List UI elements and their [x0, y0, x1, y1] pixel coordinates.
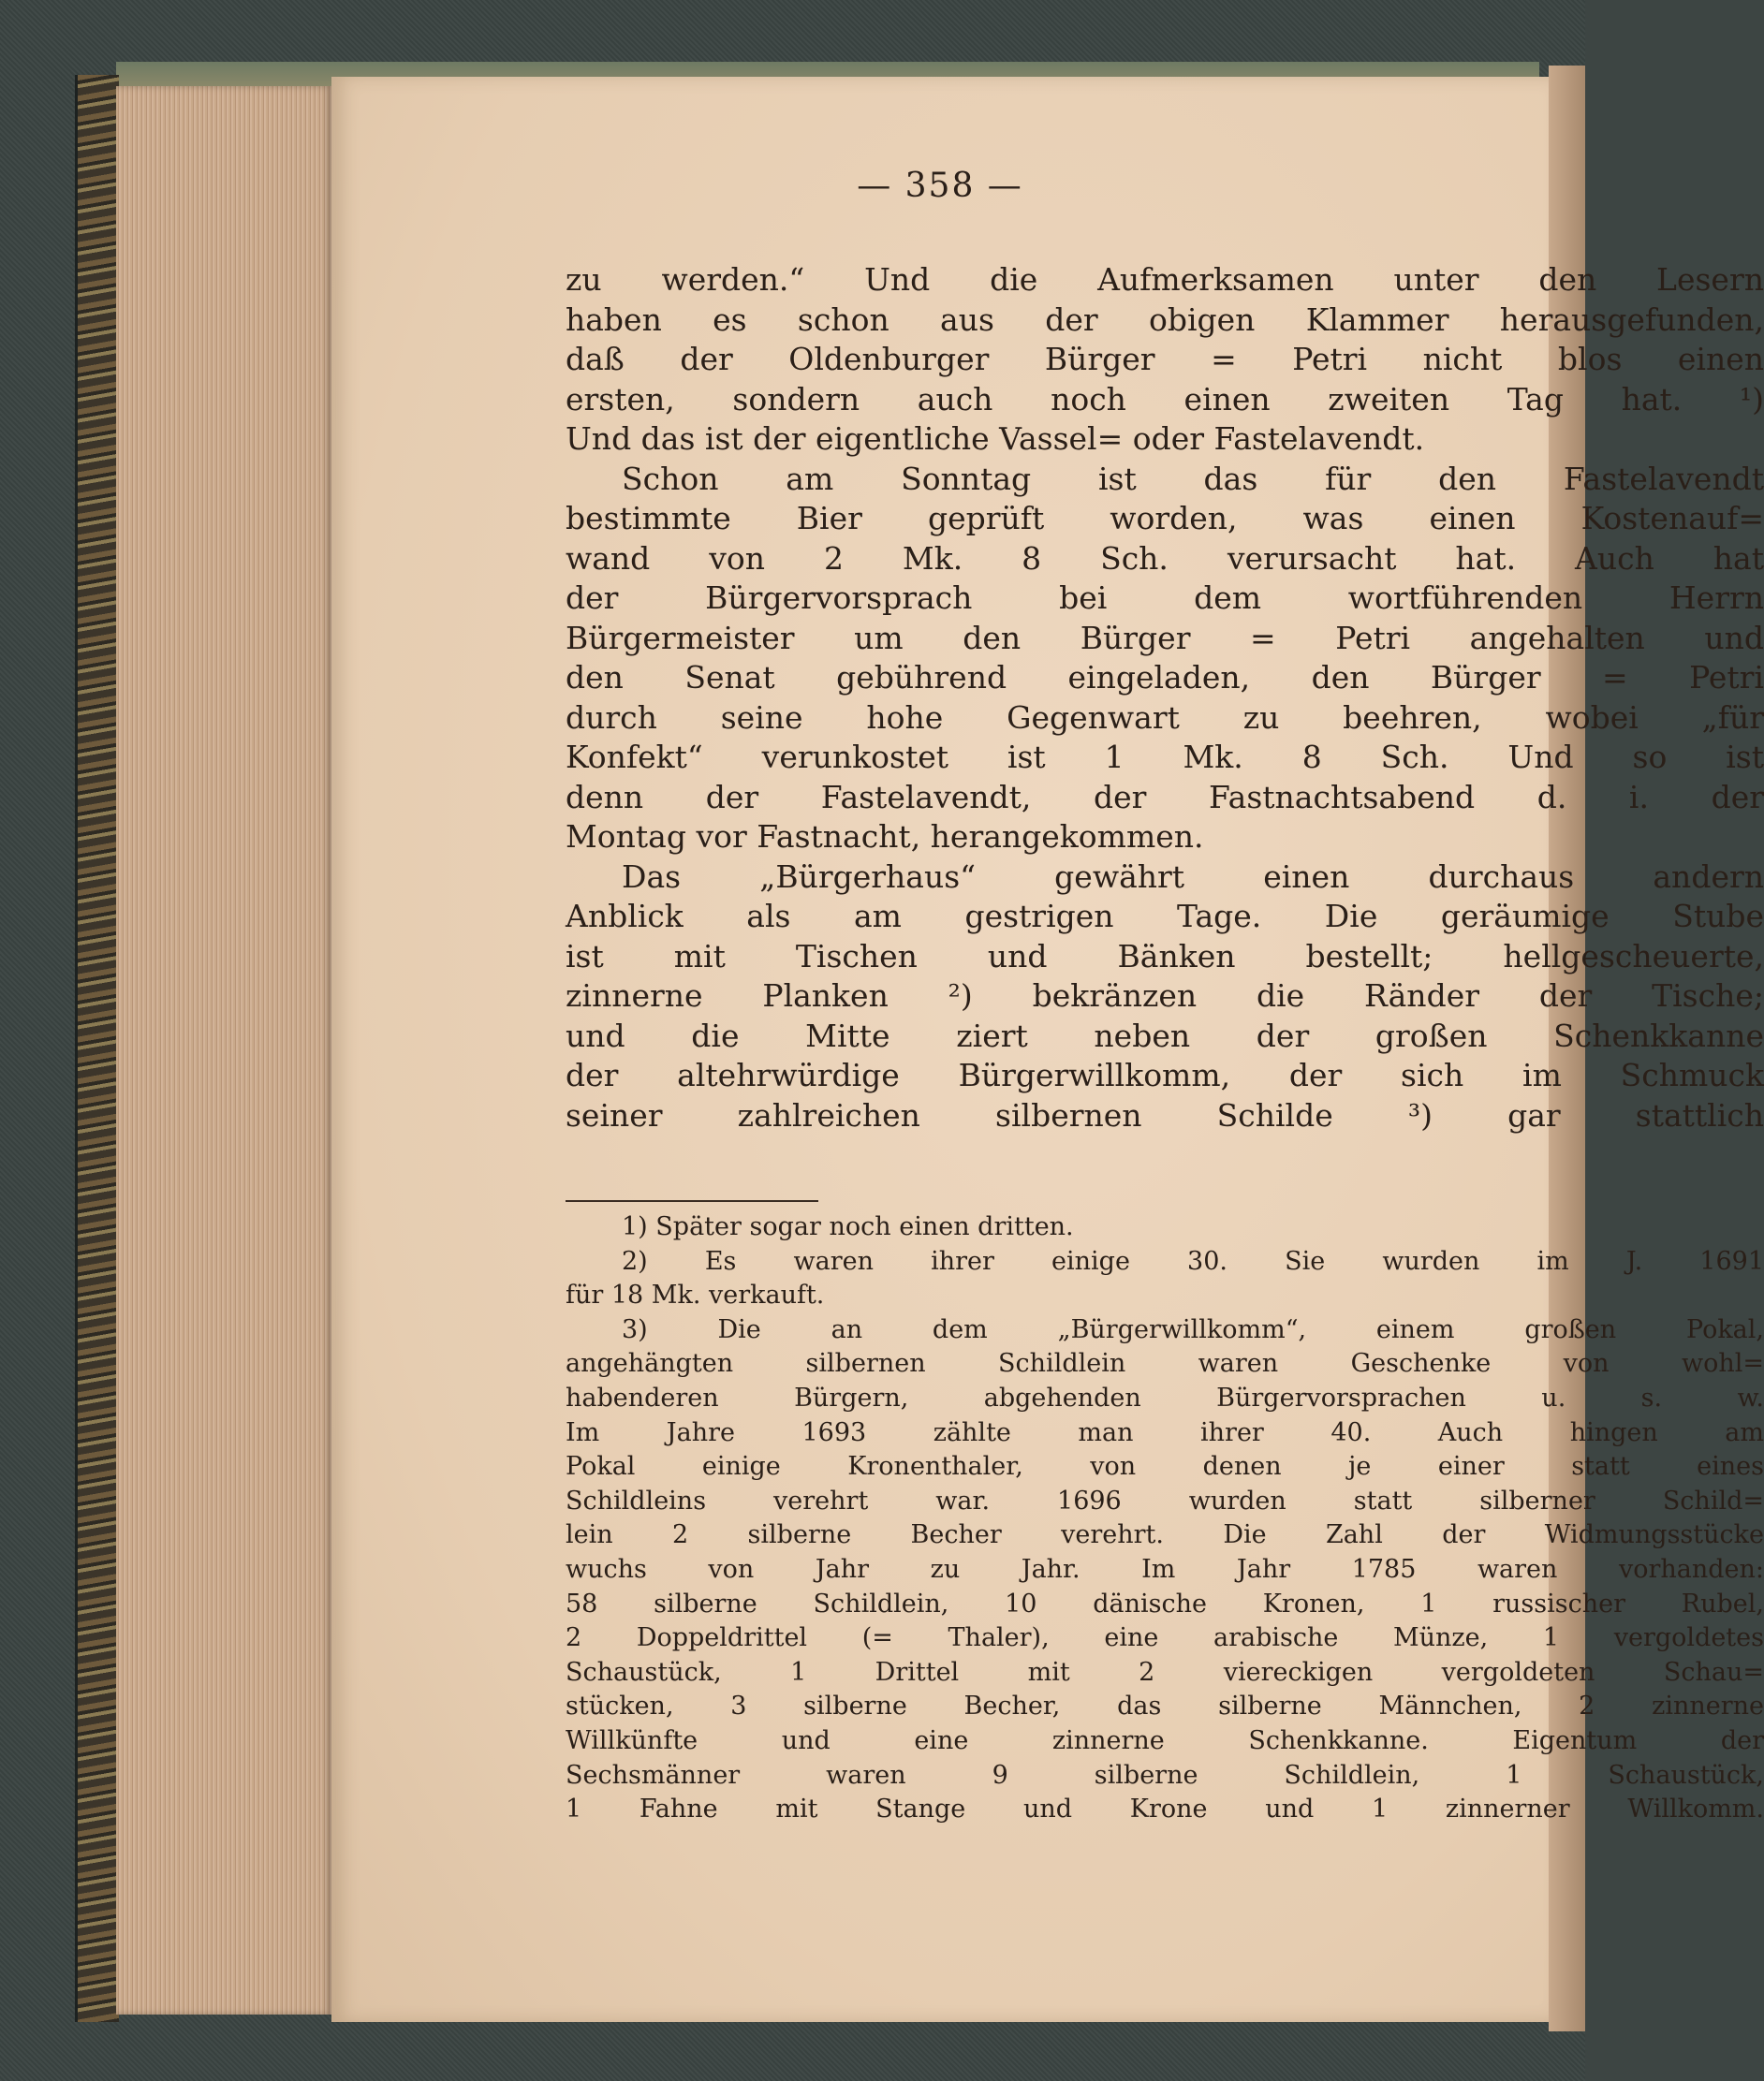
footnote-line: 1) Später sogar noch einen dritten. [622, 1212, 1074, 1241]
marbled-board-edge [75, 75, 119, 2022]
footnote-line: habenderen Bürgern, abgehenden Bürgervorsprachen u. s. w. [566, 1383, 1764, 1413]
footnote-line: wuchs von Jahr zu Jahr. Im Jahr 1785 waren vorhanden: [566, 1554, 1764, 1584]
body-line: den Senat gebührend eingeladen, den Bürger = Petri [566, 659, 1764, 696]
body-line: zinnerne Planken ²) bekränzen die Ränder der Tische; [566, 977, 1764, 1014]
body-line: der altehrwürdige Bürgerwillkomm, der sich im Schmuck [566, 1057, 1764, 1093]
body-line: Bürgermeister um den Bürger = Petri angehalten und [566, 619, 1764, 656]
body-line: bestimmte Bier geprüft worden, was einen Kostenauf= [566, 500, 1764, 536]
footnote-line: 58 silberne Schildlein, 10 dänische Kronen, 1 russischer Rubel, [566, 1589, 1764, 1619]
footnote-line: Schaustück, 1 Drittel mit 2 viereckigen vergoldeten Schau= [566, 1657, 1764, 1687]
body-line: wand von 2 Mk. 8 Sch. verursacht hat. Auch hat [566, 539, 1764, 577]
body-line: Anblick als am gestrigen Tage. Die geräumige Stube [566, 898, 1764, 934]
footnote-line: angehängten silbernen Schildlein waren Geschenke von wohl= [566, 1349, 1764, 1379]
body-line: Montag vor Fastnacht, herangekommen. [566, 818, 1204, 855]
body-line: ist mit Tischen und Bänken bestellt; hellgescheuerte, [566, 937, 1764, 975]
footnote-line: Im Jahre 1693 zählte man ihrer 40. Auch hingen am [566, 1417, 1764, 1447]
body-text [566, 260, 1764, 1136]
body-line: seiner zahlreichen silbernen Schilde ³) gar stattlich [566, 1096, 1764, 1134]
footnote-line: 1 Fahne mit Stange und Krone und 1 zinnerner Willkomm. [566, 1795, 1764, 1825]
body-line: denn der Fastelavendt, der Fastnachtsabend d. i. der [566, 778, 1764, 815]
body-line: Konfekt“ verunkostet ist 1 Mk. 8 Sch. Und so ist [566, 739, 1764, 775]
footnote-line: 3) Die an dem „Bürgerwillkomm“, einem großen Pokal, [622, 1314, 1764, 1344]
body-line: Schon am Sonntag ist das für den Fastelavendt [622, 460, 1764, 497]
body-line: der Bürgervorsprach bei dem wortführenden Herrn [566, 579, 1764, 616]
footnote-line: lein 2 silberne Becher verehrt. Die Zahl der Widmungsstücke [566, 1520, 1764, 1550]
book-page [331, 77, 1764, 2022]
footnote-line: für 18 Mk. verkauft. [566, 1281, 825, 1311]
footnote-line: Sechsmänner waren 9 silberne Schildlein, 1 Schaustück, [566, 1760, 1764, 1790]
body-line: haben es schon aus der obigen Klammer herausgefunden, [566, 300, 1764, 338]
body-line: Das „Bürgerhaus“ gewährt einen durchaus andern [622, 857, 1764, 895]
page-number: — 358 — [857, 167, 1023, 205]
footnote-divider [566, 1200, 818, 1202]
body-line: ersten, sondern auch noch einen zweiten Tag hat. ¹) [566, 380, 1764, 418]
page-stack-edge [116, 86, 331, 2015]
body-line: daß der Oldenburger Bürger = Petri nicht blos einen [566, 341, 1764, 377]
body-line: Und das ist der eigentliche Vassel= oder Fastelavendt. [566, 420, 1425, 457]
footnote-line: Schildleins verehrt war. 1696 wurden statt silberner Schild= [566, 1486, 1764, 1516]
footnote-line: stücken, 3 silberne Becher, das silberne Männchen, 2 zinnerne [566, 1692, 1764, 1722]
body-line: und die Mitte ziert neben der großen Schenkkanne [566, 1017, 1764, 1054]
footnotes [566, 1210, 1764, 1827]
body-line: durch seine hohe Gegenwart zu beehren, wobei „für [566, 698, 1764, 736]
footnote-line: Pokal einige Kronenthaler, von denen je einer statt eines [566, 1452, 1764, 1482]
footnote-line: 2 Doppeldrittel (= Thaler), eine arabische Münze, 1 vergoldetes [566, 1623, 1764, 1653]
body-line: zu werden.“ Und die Aufmerksamen unter den Lesern [566, 261, 1764, 298]
footnote-line: 2) Es waren ihrer einige 30. Sie wurden im J. 1691 [622, 1246, 1764, 1276]
footnote-line: Willkünfte und eine zinnerne Schenkkanne. Eigentum der [566, 1725, 1764, 1755]
